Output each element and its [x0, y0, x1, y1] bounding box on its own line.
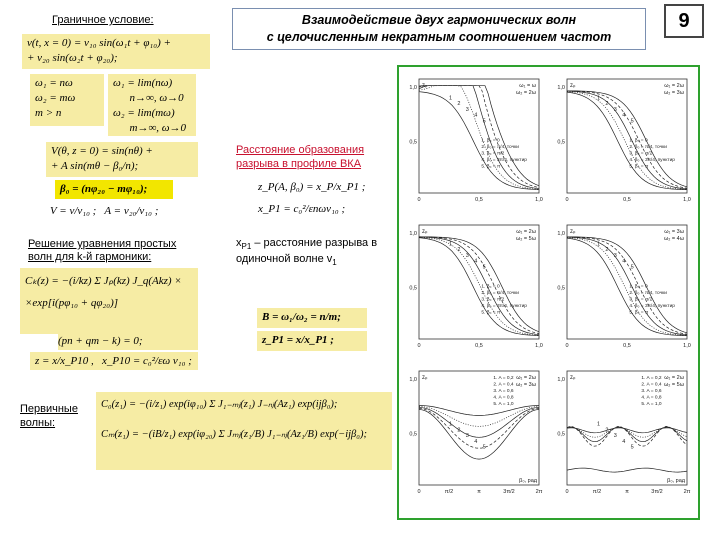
plot-5-curve-label-3: 3	[465, 433, 469, 440]
plot-3-xtick-3: 1,0	[535, 343, 543, 349]
plot-3-item-5: 5. β₀ = π	[481, 310, 501, 316]
plot-6-xtick-4: 3π/2	[651, 489, 663, 495]
plot-5-xlabel: β₀, рад	[519, 478, 537, 484]
plot-6-item-2: 2. A = 0,4	[641, 382, 662, 388]
plot-6-xtick-3: π	[625, 489, 629, 495]
plot-2-curve-5	[567, 91, 687, 187]
plot-4-curve-4	[567, 237, 687, 334]
plot-6-curve-5	[567, 468, 687, 472]
plot-3-item-1: 1. β₀ = 0	[481, 284, 500, 290]
plot-3-xtick-1: 0	[417, 343, 421, 349]
plot-4-ytick-1: 1,0	[557, 231, 565, 237]
plot-1-ytick-1: 1,0	[409, 85, 417, 91]
plot-6-xlabel: β₀, рад	[667, 478, 685, 484]
plot-6-curve-label-3: 3	[613, 433, 617, 440]
plot-3-frame	[419, 225, 539, 339]
plot-4-xtick-3: 1,0	[683, 343, 691, 349]
figure-panel	[397, 65, 700, 520]
plot-4-item-4: 4. β₀ = 3π/4, пунктир	[629, 304, 675, 310]
figure-plots	[399, 67, 698, 518]
boundary-condition-label: Граничное условие:	[52, 14, 154, 26]
plot-5-item-1: 1. A = 0,2	[493, 376, 514, 381]
plot-3-curve-1	[419, 238, 539, 336]
omega-relations-formula: ω₁ = nω ω₂ = mω m > n	[30, 74, 104, 126]
plot-5-ytick-2: 0,5	[409, 431, 417, 438]
plot-6-legend-1: ω₁ = 2ω	[664, 375, 684, 381]
plot-2-legend-2: ω₂ = 3ω	[663, 90, 684, 96]
plot-2-frame	[567, 79, 687, 193]
z-normalization-formula: z = x/x_P10 , x_P10 = c₀²/εω v₁₀ ;	[30, 352, 198, 370]
page-number: 9	[664, 4, 704, 38]
plot-6-xtick-2: π/2	[592, 489, 602, 495]
plot-3-z-label: zₚ	[422, 229, 428, 235]
plot-4-legend-2: ω₂ = 4ω	[663, 236, 684, 242]
plot-2-z-label: zₚ	[570, 83, 576, 89]
plot-6-z-label: zₚ	[570, 375, 576, 381]
plot-4-curve-3	[567, 237, 687, 335]
plot-6-legend-2: ω₂ = 5ω	[663, 382, 684, 388]
plot-1-item-5: 5. β₀ = π	[481, 164, 501, 170]
plot-5-curve-4	[419, 409, 539, 449]
plot-4-item-1: 1. β₀ = 0	[629, 284, 648, 290]
plot-1-z-label: zₚ	[422, 83, 428, 89]
plot-6-item-3: 3. A = 0,6	[641, 389, 662, 394]
plot-1-item-2: 2. β₀ = π/4, точки	[481, 145, 519, 151]
plot-1-item-1: 1. β₀ = 0	[481, 138, 500, 144]
beta-definition-formula: β₀ = (nφ₂₀ − mφ₁₀);	[55, 180, 173, 199]
plot-3-item-4: 4. β₀ = 3π/4, пунктир	[481, 304, 527, 310]
plot-5-xtick-5: 2π	[535, 489, 543, 495]
slide-title	[232, 8, 646, 50]
boundary-condition-formula: v(t, x = 0) = v₁₀ sin(ω₁t + φ₁₀) + + v₂₀ sin(ω₂t + φ₂₀);	[22, 34, 210, 69]
plot-1-legend-2: ω₂ = 2ω	[515, 90, 536, 96]
plot-5-legend-1: ω₁ = 2ω	[516, 375, 536, 381]
plot-6-curve-label-5: 5	[630, 444, 634, 451]
plot-6-ytick-1: 1,0	[557, 377, 565, 383]
plot-2-curve-3	[567, 91, 687, 189]
plot-2-xtick-3: 1,0	[683, 197, 691, 203]
plot-4-item-5: 5. β₀ = π	[629, 310, 649, 316]
plot-5-xtick-4: 3π/2	[503, 489, 515, 495]
plot-5-z-label: zₚ	[422, 375, 428, 381]
amplitude-definition-formula: V = v/v₁₀ ; A = v₂₀/v₁₀ ;	[50, 205, 159, 217]
plot-1-frame	[419, 79, 539, 193]
plot-5-curve-label-1: 1	[449, 421, 453, 428]
zp1-formula: z_P1 = x/x_P1 ;	[257, 331, 367, 351]
plot-5-xtick-1: 0	[417, 489, 421, 495]
plot-2-item-2: 2. β₀ = π/4, точки	[629, 145, 667, 151]
plot-2-ytick-1: 1,0	[557, 85, 565, 91]
plot-4-curve-label-5: 5	[630, 264, 634, 271]
plot-3-ytick-1: 1,0	[409, 231, 417, 237]
plot-1-legend-1: ω₁ = ω	[519, 83, 536, 89]
plot-1-curve-5	[419, 86, 539, 186]
plot-2-item-3: 3. β₀ = π/2	[629, 151, 653, 157]
omega-limits-formula: ω₁ = lim(nω) n→∞, ω→0 ω₂ = lim(mω) m→∞, ω→0	[108, 74, 196, 136]
plot-6-curve-label-2: 2	[605, 427, 609, 434]
plot-4-curve-5	[567, 237, 687, 333]
xp1-symbol: x	[236, 237, 242, 249]
plot-6-xtick-1: 0	[565, 489, 569, 495]
plot-2-item-1: 1. β₀ = 0	[629, 138, 648, 144]
xp1-symbol-sub: P1	[241, 242, 252, 252]
plot-4-item-2: 2. β₀ = π/4, точки	[629, 291, 667, 297]
plot-3-ytick-2: 0,5	[409, 285, 417, 292]
discontinuity-distance-label: Расстояние образования разрыва в профиле ВКА	[236, 144, 365, 170]
theta-boundary-formula: V(θ, z = 0) = sin(nθ) + + A sin(mθ − β₀/n);	[46, 142, 198, 177]
plot-1-curve-label-2: 2	[457, 101, 461, 108]
plot-3-curve-label-3: 3	[465, 252, 469, 259]
plot-3-legend-2: ω₂ = 5ω	[515, 236, 536, 242]
plot-6-curve-label-4: 4	[622, 438, 626, 445]
plot-3-xtick-2: 0,5	[475, 343, 483, 349]
plot-4-legend-1: ω₁ = 3ω	[664, 229, 684, 235]
plot-5-item-3: 3. A = 0,6	[493, 389, 514, 394]
plot-5-curve-label-2: 2	[457, 427, 461, 434]
plot-2-legend-1: ω₁ = 2ω	[664, 83, 684, 89]
c0-formula: C₀(z₁) = −(i/z₁) exp(iφ₁₀) Σ J₁₋ₘⱼ(z₁) J₋ₙⱼ(Az₁) exp(ijβ₀);	[101, 399, 338, 410]
plot-5-item-2: 2. A = 0,4	[493, 382, 514, 388]
plot-4-item-3: 3. β₀ = π/2	[629, 297, 653, 303]
plot-4-curve-label-3: 3	[613, 252, 617, 259]
plot-2-item-4: 4. β₀ = 3π/4, пунктир	[629, 158, 675, 164]
plot-4-curve-1	[567, 238, 687, 336]
plot-5-curve-label-5: 5	[482, 444, 486, 451]
plot-2-curve-label-3: 3	[613, 106, 617, 113]
primary-wave-formulas	[96, 392, 392, 470]
plot-2-curve-label-2: 2	[605, 101, 609, 108]
cm-formula: Cₘ(z₁) = −(iB/z₁) exp(iφ₂₀) Σ Jₘⱼ(z₁/B) J₁₋ₙⱼ(Az₁/B) exp(−ijβ₀);	[101, 429, 367, 440]
plot-2-xtick-2: 0,5	[623, 197, 631, 203]
plot-1-xtick-1: 0	[417, 197, 421, 203]
plot-1-curve-1	[419, 92, 539, 190]
plot-2-curve-2	[567, 92, 687, 190]
xp1-description-sub: 1	[332, 258, 337, 268]
plot-1-item-4: 4. β₀ = 3π/4, пунктир	[481, 158, 527, 164]
plot-1-xtick-2: 0,5	[475, 197, 483, 203]
plot-3-curve-label-5: 5	[482, 264, 486, 271]
plot-6-item-1: 1. A = 0,2	[641, 376, 662, 381]
plot-5-legend-2: ω₂ = 3ω	[515, 382, 536, 388]
plot-3-curve-label-1: 1	[449, 241, 453, 248]
plot-6-item-5: 5. A = 1,0	[641, 402, 662, 407]
plot-2-curve-1	[567, 92, 687, 190]
plot-6-curve-label-1: 1	[597, 421, 601, 428]
plot-2-item-5: 5. β₀ = π	[629, 164, 649, 170]
plot-3-item-2: 2. β₀ = π/4, точки	[481, 291, 519, 297]
plot-1-xtick-3: 1,0	[535, 197, 543, 203]
harmonic-solution-label: Решение уравнения простых волн для k-й гармоники:	[28, 238, 177, 263]
plot-4-xtick-1: 0	[565, 343, 569, 349]
plot-6-ytick-2: 0,5	[557, 431, 565, 438]
plot-4-curve-2	[567, 238, 687, 336]
plot-5-ytick-1: 1,0	[409, 377, 417, 383]
plot-2-curve-label-1: 1	[597, 95, 601, 102]
plot-1-curve-4	[419, 86, 539, 188]
plot-1-ytick-2: 0,5	[409, 139, 417, 146]
plot-4-xtick-2: 0,5	[623, 343, 631, 349]
plot-4-ytick-2: 0,5	[557, 285, 565, 292]
plot-3-item-3: 3. β₀ = π/2	[481, 297, 505, 303]
plot-3-curve-3	[419, 237, 539, 335]
plot-3-curve-label-2: 2	[457, 247, 461, 254]
plot-3-curve-label-4: 4	[474, 258, 478, 265]
plot-4-z-label: zₚ	[570, 229, 576, 235]
plot-1-curve-label-1: 1	[449, 95, 453, 102]
zp-formula: z_P(A, β₀) = x_P/x_P1 ;	[258, 181, 366, 193]
plot-3-curve-5	[419, 237, 539, 332]
plot-4-curve-label-1: 1	[597, 241, 601, 248]
plot-2-curve-label-4: 4	[622, 112, 626, 119]
xp1-formula: x_P1 = c₀²/εnωv₁₀ ;	[258, 203, 346, 215]
plot-2-curve-label-5: 5	[630, 118, 634, 125]
plot-2-ytick-2: 0,5	[557, 139, 565, 146]
plot-4-curve-label-2: 2	[605, 247, 609, 254]
plot-1-curve-label-5: 5	[482, 118, 486, 125]
slide-title-line1: Взаимодействие двух гармонических волн	[301, 13, 577, 27]
plot-1-curve-label-4: 4	[474, 112, 478, 119]
plot-4-curve-label-4: 4	[622, 258, 626, 265]
plot-3-curve-2	[419, 237, 539, 335]
plot-5-curve-label-4: 4	[474, 438, 478, 445]
xp1-description	[236, 237, 396, 269]
plot-2-curve-4	[567, 91, 687, 188]
plot-5-xtick-2: π/2	[444, 489, 454, 495]
plot-6-item-4: 4. A = 0,8	[641, 395, 662, 401]
plot-1-item-3: 3. β₀ = π/2	[481, 151, 505, 157]
b-ratio-formula: B = ω₁/ω₂ = n/m;	[257, 308, 367, 328]
plot-5-curve-3	[419, 408, 539, 438]
plot-5-item-5: 5. A = 1,0	[493, 402, 514, 407]
xp1-description-text: – расстояние разрыва в одиночной волне v	[236, 237, 378, 266]
plot-5-item-4: 4. A = 0,8	[493, 395, 514, 401]
plot-3-legend-1: ω₁ = 2ω	[516, 229, 536, 235]
plot-5-xtick-3: π	[477, 489, 481, 495]
slide-title-line2: с целочисленным некратным соотношением частот	[266, 30, 612, 44]
plot-2-xtick-1: 0	[565, 197, 569, 203]
plot-4-frame	[567, 225, 687, 339]
plot-5-frame	[419, 371, 539, 485]
harmonic-condition-formula: (pn + qm − k) = 0;	[58, 334, 198, 350]
primary-waves-label: Первичные волны:	[20, 403, 78, 429]
plot-6-xtick-5: 2π	[683, 489, 691, 495]
plot-1-curve-label-3: 3	[465, 106, 469, 113]
harmonic-solution-formula: Cₖ(z) = −(i/kz) Σ Jₚ(kz) J_q(Akz) × ×exp[i(pφ₁₀ + qφ₂₀)]	[20, 268, 198, 334]
